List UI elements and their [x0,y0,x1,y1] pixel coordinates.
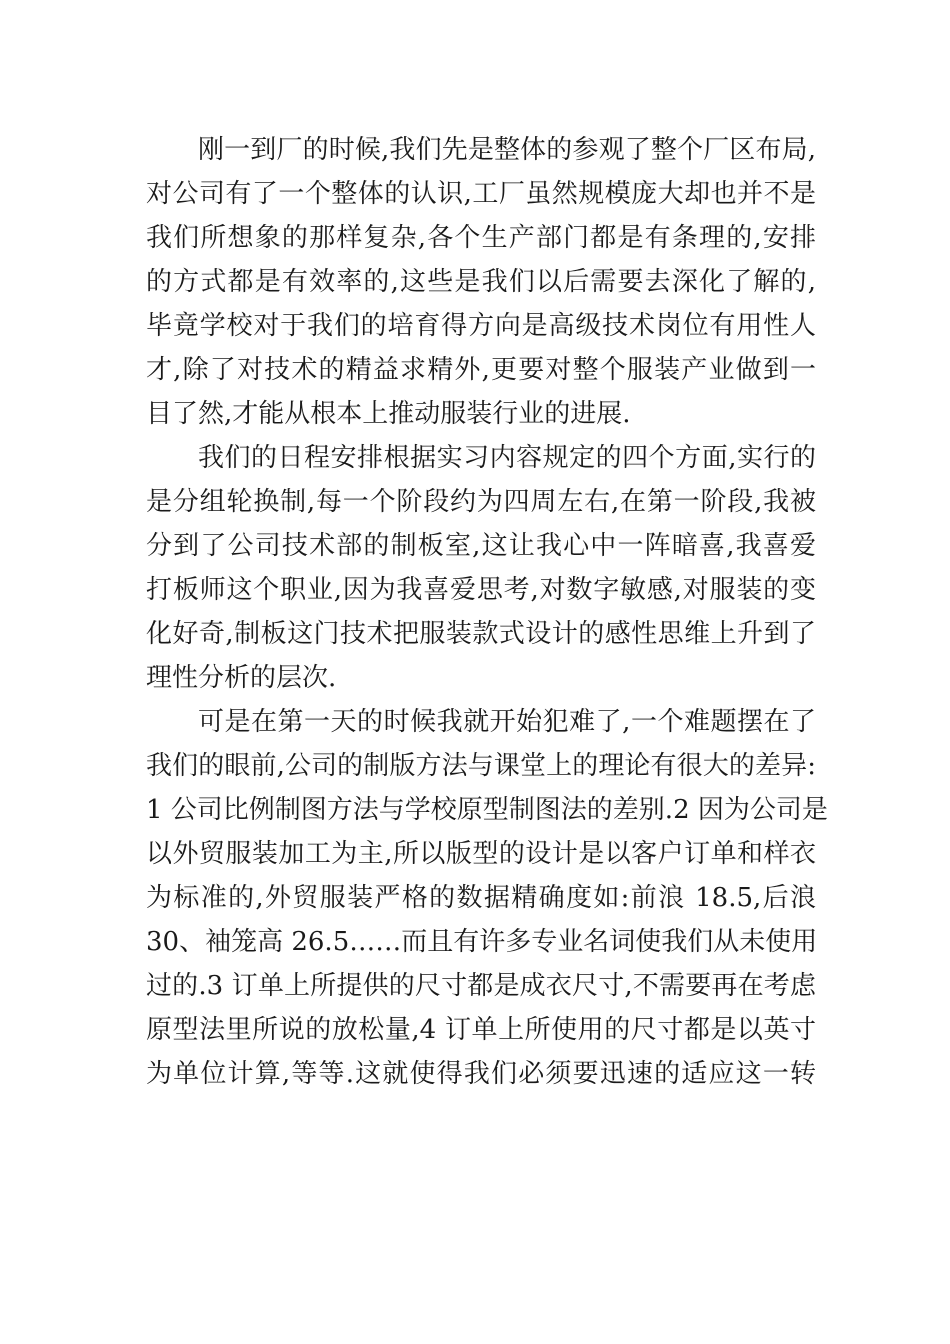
text-line: 目了然,才能从根本上推动服装行业的进展. [146,399,631,429]
text-line: 我们所想象的那样复杂,各个生产部门都是有条理的,安排 [146,223,816,253]
text-line: 理性分析的层次. [146,663,337,693]
paragraph-2 [146,436,816,700]
text-line: 30、袖笼高 26.5……而且有许多专业名词使我们从未使用 [146,927,818,957]
text-line: 分到了公司技术部的制板室,这让我心中一阵暗喜,我喜爱 [146,531,816,561]
document-body [146,128,828,1096]
text-line: 的方式都是有效率的,这些是我们以后需要去深化了解的, [146,267,816,297]
text-line: 1 公司比例制图方法与学校原型制图法的差别.2 因为公司是 [146,795,828,825]
text-line: 我们的日程安排根据实习内容规定的四个方面,实行的 [198,443,816,473]
text-line: 可是在第一天的时候我就开始犯难了,一个难题摆在了 [198,707,816,737]
text-line: 原型法里所说的放松量,4 订单上所使用的尺寸都是以英寸 [146,1015,816,1045]
text-line: 打板师这个职业,因为我喜爱思考,对数字敏感,对服装的变 [146,575,816,605]
text-line: 是分组轮换制,每一个阶段约为四周左右,在第一阶段,我被 [146,487,816,517]
text-line: 对公司有了一个整体的认识,工厂虽然规模庞大却也并不是 [146,179,816,209]
text-line: 毕竟学校对于我们的培育得方向是高级技术岗位有用性人 [146,311,816,341]
paragraph-1 [146,128,816,436]
text-line: 为标准的,外贸服装严格的数据精确度如:前浪 18.5,后浪 [146,883,816,913]
text-line: 过的.3 订单上所提供的尺寸都是成衣尺寸,不需要再在考虑 [146,971,816,1001]
text-line: 化好奇,制板这门技术把服装款式设计的感性思维上升到了 [146,619,816,649]
paragraph-3 [146,700,828,1096]
text-line: 刚一到厂的时候,我们先是整体的参观了整个厂区布局, [198,135,816,165]
text-line: 我们的眼前,公司的制版方法与课堂上的理论有很大的差异: [146,751,816,781]
text-line: 才,除了对技术的精益求精外,更要对整个服装产业做到一 [146,355,816,385]
text-line: 为单位计算,等等.这就使得我们必须要迅速的适应这一转 [146,1059,816,1089]
text-line: 以外贸服装加工为主,所以版型的设计是以客户订单和样衣 [146,839,816,869]
